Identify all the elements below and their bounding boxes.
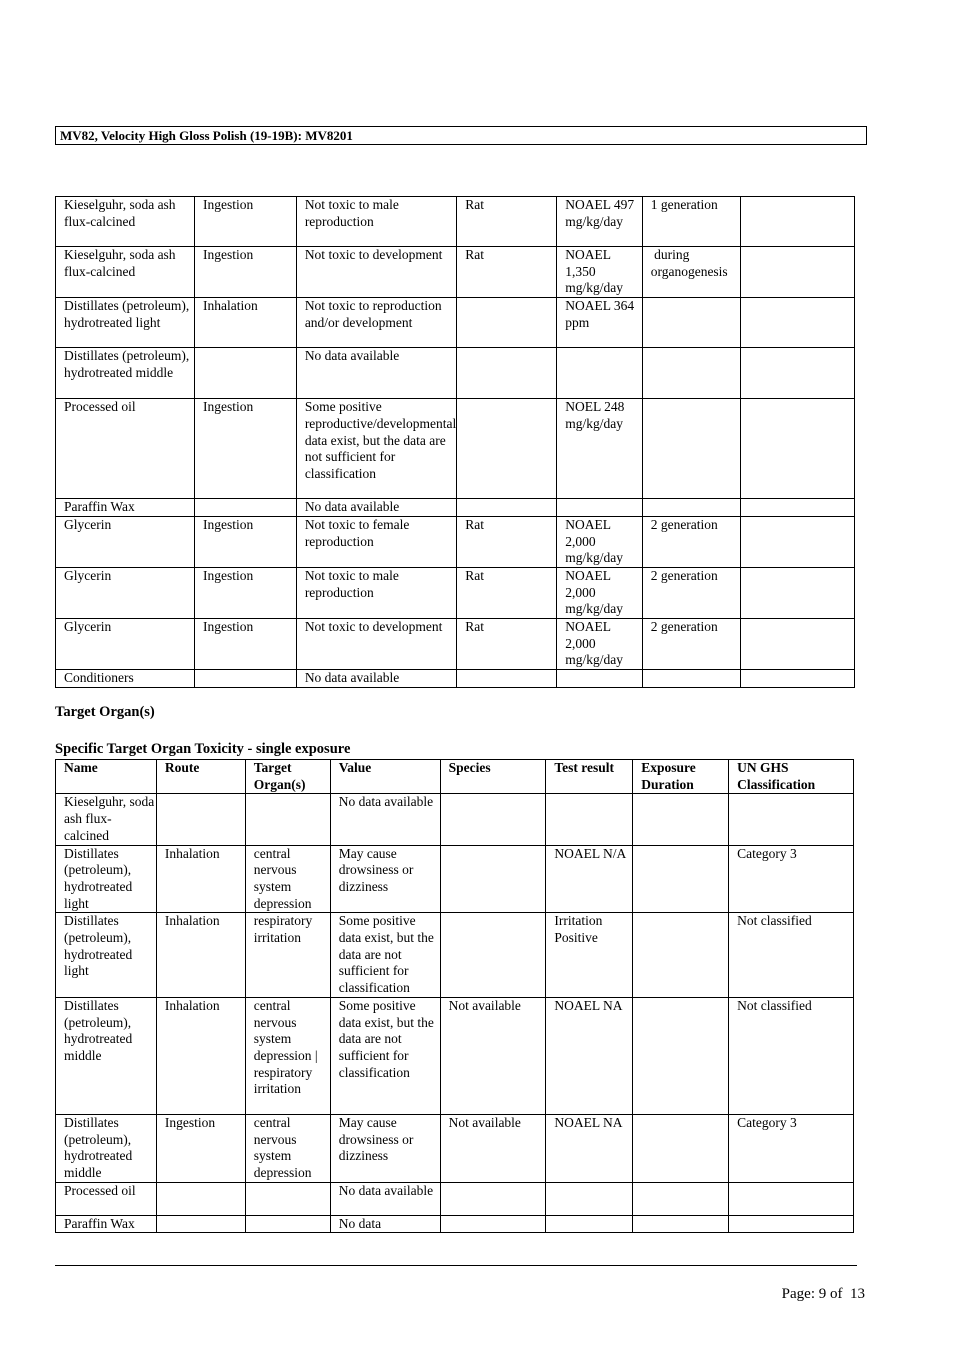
table-cell: central nervous system depression | respiratory irritation bbox=[245, 997, 330, 1114]
table-cell bbox=[457, 399, 557, 499]
table-cell: Some positive data exist, but the data are not sufficient for classification bbox=[330, 913, 440, 998]
table-cell: Glycerin bbox=[56, 619, 195, 670]
table-cell: Kieselguhr, soda ash flux-calcined bbox=[56, 197, 195, 247]
table-cell: NOAEL 497 mg/kg/day bbox=[557, 197, 642, 247]
table-cell bbox=[740, 619, 854, 670]
table-cell bbox=[457, 499, 557, 517]
table-cell bbox=[440, 1215, 546, 1233]
table-cell: 2 generation bbox=[642, 516, 740, 567]
table-cell bbox=[740, 499, 854, 517]
table-cell bbox=[740, 399, 854, 499]
table-cell bbox=[633, 913, 729, 998]
table-cell: NOAEL 364 ppm bbox=[557, 298, 642, 348]
table-cell bbox=[633, 1215, 729, 1233]
table-cell bbox=[740, 197, 854, 247]
table-cell: Paraffin Wax bbox=[56, 499, 195, 517]
reproductive-toxicity-table bbox=[55, 196, 855, 688]
table-cell: Not available bbox=[440, 997, 546, 1114]
table-cell: 2 generation bbox=[642, 619, 740, 670]
table-cell: Not toxic to development bbox=[296, 619, 456, 670]
document-header: MV82, Velocity High Gloss Polish (19-19B): MV8201 bbox=[55, 126, 867, 145]
table-cell bbox=[729, 1182, 854, 1215]
table-cell: Not available bbox=[440, 1114, 546, 1182]
table-cell: Rat bbox=[457, 619, 557, 670]
table-cell: during organogenesis bbox=[642, 247, 740, 298]
table-cell: Category 3 bbox=[729, 845, 854, 913]
table-cell: No data available bbox=[296, 499, 456, 517]
table-cell: central nervous system depression bbox=[245, 845, 330, 913]
table-cell: Processed oil bbox=[56, 399, 195, 499]
table-cell bbox=[440, 845, 546, 913]
table-cell: central nervous system depression bbox=[245, 1114, 330, 1182]
table-cell bbox=[633, 845, 729, 913]
table-cell: Ingestion bbox=[194, 619, 296, 670]
table-cell: NOAEL 1,350 mg/kg/day bbox=[557, 247, 642, 298]
column-header: Exposure Duration bbox=[633, 760, 729, 794]
table-cell: Paraffin Wax bbox=[56, 1215, 157, 1233]
table-cell: Irritation Positive bbox=[546, 913, 633, 998]
table-cell: Glycerin bbox=[56, 567, 195, 618]
table-cell: Not toxic to male reproduction bbox=[296, 567, 456, 618]
table-cell bbox=[633, 997, 729, 1114]
table-row bbox=[56, 399, 855, 499]
table-row bbox=[56, 670, 855, 688]
table-row bbox=[56, 1215, 854, 1233]
column-header: UN GHS Classification bbox=[729, 760, 854, 794]
column-header: Name bbox=[56, 760, 157, 794]
table-cell: Some positive reproductive/developmental data exist, but the data are not sufficient for classification bbox=[296, 399, 456, 499]
table-cell: Ingestion bbox=[194, 567, 296, 618]
table-cell bbox=[740, 567, 854, 618]
table-cell: Some positive data exist, but the data are not sufficient for classification bbox=[330, 997, 440, 1114]
table-cell bbox=[642, 298, 740, 348]
table-cell: Inhalation bbox=[156, 913, 245, 998]
table-cell bbox=[740, 247, 854, 298]
table-cell: Rat bbox=[457, 247, 557, 298]
table-cell: Kieselguhr, soda ash flux-calcined bbox=[56, 794, 157, 845]
table-cell bbox=[557, 348, 642, 399]
table-cell: Distillates (petroleum), hydrotreated light bbox=[56, 845, 157, 913]
table-cell bbox=[156, 1215, 245, 1233]
table-cell: Not toxic to female reproduction bbox=[296, 516, 456, 567]
table-cell bbox=[740, 298, 854, 348]
column-header: Species bbox=[440, 760, 546, 794]
table-cell: Distillates (petroleum), hydrotreated light bbox=[56, 298, 195, 348]
table-cell bbox=[457, 298, 557, 348]
table-cell bbox=[642, 399, 740, 499]
table-cell: Rat bbox=[457, 567, 557, 618]
table-cell: Rat bbox=[457, 516, 557, 567]
table-cell: NOAEL NA bbox=[546, 997, 633, 1114]
table-row bbox=[56, 499, 855, 517]
table-cell: NOAEL 2,000 mg/kg/day bbox=[557, 567, 642, 618]
table-cell bbox=[440, 1182, 546, 1215]
table-row bbox=[56, 913, 854, 998]
stot-single-exposure-table bbox=[55, 759, 854, 1233]
table-cell: Ingestion bbox=[156, 1114, 245, 1182]
column-header: Test result bbox=[546, 760, 633, 794]
table-cell: No data bbox=[330, 1215, 440, 1233]
table-cell: NOEL 248 mg/kg/day bbox=[557, 399, 642, 499]
column-header: Route bbox=[156, 760, 245, 794]
table-cell: Rat bbox=[457, 197, 557, 247]
target-organs-heading: Target Organ(s) bbox=[55, 704, 155, 720]
table-cell: NOAEL 2,000 mg/kg/day bbox=[557, 516, 642, 567]
table-cell: Not toxic to reproduction and/or development bbox=[296, 298, 456, 348]
table-cell: Distillates (petroleum), hydrotreated middle bbox=[56, 997, 157, 1114]
table-cell: respiratory irritation bbox=[245, 913, 330, 998]
table-cell: Kieselguhr, soda ash flux-calcined bbox=[56, 247, 195, 298]
table-cell: Inhalation bbox=[156, 997, 245, 1114]
table-cell bbox=[156, 794, 245, 845]
table-cell bbox=[194, 499, 296, 517]
table-cell: Processed oil bbox=[56, 1182, 157, 1215]
table-row bbox=[56, 298, 855, 348]
table-row bbox=[56, 567, 855, 618]
table-cell: No data available bbox=[296, 348, 456, 399]
table-row bbox=[56, 845, 854, 913]
table-cell bbox=[642, 348, 740, 399]
table-cell bbox=[245, 1182, 330, 1215]
table-cell: 1 generation bbox=[642, 197, 740, 247]
table-cell: Distillates (petroleum), hydrotreated middle bbox=[56, 1114, 157, 1182]
table-cell: No data available bbox=[330, 794, 440, 845]
table-cell: Inhalation bbox=[156, 845, 245, 913]
table-cell bbox=[633, 794, 729, 845]
table-cell: No data available bbox=[330, 1182, 440, 1215]
table-cell: No data available bbox=[296, 670, 456, 688]
table-cell bbox=[740, 348, 854, 399]
table-cell: Distillates (petroleum), hydrotreated light bbox=[56, 913, 157, 998]
table-row bbox=[56, 247, 855, 298]
table-cell: Conditioners bbox=[56, 670, 195, 688]
table-cell bbox=[194, 348, 296, 399]
table-cell: Ingestion bbox=[194, 197, 296, 247]
table-cell bbox=[245, 794, 330, 845]
table-row bbox=[56, 997, 854, 1114]
table-cell bbox=[740, 516, 854, 567]
table-cell: Not toxic to development bbox=[296, 247, 456, 298]
table-row bbox=[56, 348, 855, 399]
table-cell: Ingestion bbox=[194, 247, 296, 298]
table-cell bbox=[642, 499, 740, 517]
table-row bbox=[56, 1182, 854, 1215]
table-row bbox=[56, 197, 855, 247]
table-row bbox=[56, 1114, 854, 1182]
table-row bbox=[56, 516, 855, 567]
page-number: Page: 9 of 13 bbox=[781, 1286, 865, 1302]
table-cell: Not classified bbox=[729, 913, 854, 998]
table-cell bbox=[245, 1215, 330, 1233]
table-cell bbox=[440, 913, 546, 998]
column-header: Value bbox=[330, 760, 440, 794]
table-row bbox=[56, 619, 855, 670]
table-cell: NOAEL 2,000 mg/kg/day bbox=[557, 619, 642, 670]
table-cell bbox=[633, 1114, 729, 1182]
table-row bbox=[56, 794, 854, 845]
table-cell bbox=[633, 1182, 729, 1215]
table-cell bbox=[546, 1215, 633, 1233]
table-cell: NOAEL NA bbox=[546, 1114, 633, 1182]
table-cell bbox=[729, 1215, 854, 1233]
table-cell: Distillates (petroleum), hydrotreated middle bbox=[56, 348, 195, 399]
footer-rule bbox=[55, 1265, 857, 1266]
table-cell: May cause drowsiness or dizziness bbox=[330, 845, 440, 913]
table-cell bbox=[557, 670, 642, 688]
table-cell: 2 generation bbox=[642, 567, 740, 618]
table-cell bbox=[156, 1182, 245, 1215]
table-cell bbox=[740, 670, 854, 688]
table-cell: May cause drowsiness or dizziness bbox=[330, 1114, 440, 1182]
table-cell: Category 3 bbox=[729, 1114, 854, 1182]
column-header: Target Organ(s) bbox=[245, 760, 330, 794]
table-cell bbox=[194, 670, 296, 688]
table-cell: Glycerin bbox=[56, 516, 195, 567]
table-cell: Ingestion bbox=[194, 516, 296, 567]
table-cell: Not classified bbox=[729, 997, 854, 1114]
table-cell bbox=[457, 670, 557, 688]
table-cell: Not toxic to male reproduction bbox=[296, 197, 456, 247]
table-cell: NOAEL N/A bbox=[546, 845, 633, 913]
table-cell bbox=[546, 1182, 633, 1215]
table-cell: Inhalation bbox=[194, 298, 296, 348]
table-cell bbox=[642, 670, 740, 688]
table-cell bbox=[557, 499, 642, 517]
table-cell: Ingestion bbox=[194, 399, 296, 499]
table-cell bbox=[440, 794, 546, 845]
stot-single-heading: Specific Target Organ Toxicity - single exposure bbox=[55, 741, 351, 757]
table-cell bbox=[546, 794, 633, 845]
table-cell bbox=[729, 794, 854, 845]
table-cell bbox=[457, 348, 557, 399]
